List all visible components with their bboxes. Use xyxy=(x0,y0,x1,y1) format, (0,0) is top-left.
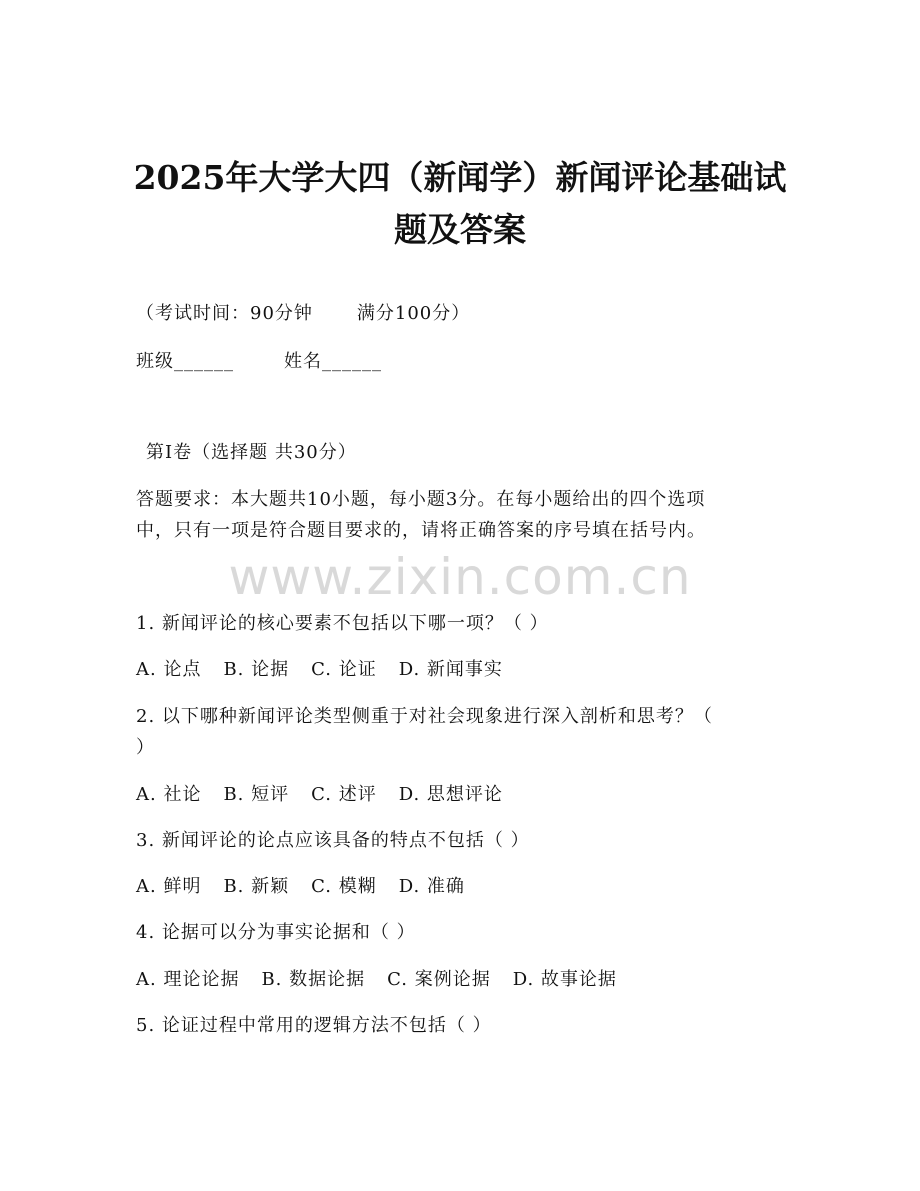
question-3-options xyxy=(136,875,465,899)
section-instructions-line-1: 答题要求：本大题共10小题，每小题3分。在每小题给出的四个选项 xyxy=(136,489,706,510)
watermark: www.zixin.com.cn xyxy=(228,548,692,606)
question-4-option-c: C. 案例论据 xyxy=(387,969,491,990)
name-field: 姓名______ xyxy=(284,351,382,372)
title-line-1: 2025年大学大四（新闻学）新闻评论基础试 xyxy=(133,158,787,197)
question-2-option-b: B. 短评 xyxy=(223,784,290,805)
exam-info xyxy=(136,302,470,326)
question-4-option-b: B. 数据论据 xyxy=(261,969,366,990)
question-3-option-a: A. 鲜明 xyxy=(136,876,202,897)
question-4-options xyxy=(136,968,617,992)
question-1-option-d: D. 新闻事实 xyxy=(398,659,503,680)
question-1-option-c: C. 论证 xyxy=(311,659,377,680)
question-2-option-a: A. 社论 xyxy=(136,784,202,805)
question-4-stem: 4. 论据可以分为事实论据和（ ） xyxy=(136,922,416,943)
document-title xyxy=(100,152,820,256)
exam-score: 满分100分） xyxy=(356,303,471,324)
question-5-stem: 5. 论证过程中常用的逻辑方法不包括（ ） xyxy=(136,1015,492,1036)
question-1-option-b: B. 论据 xyxy=(223,659,290,680)
question-2-option-c: C. 述评 xyxy=(311,784,377,805)
question-4-option-a: A. 理论论据 xyxy=(136,969,240,990)
question-4-option-d: D. 故事论据 xyxy=(512,969,617,990)
section-heading: 第Ⅰ卷（选择题 共30分） xyxy=(146,442,357,463)
title-line-2: 题及答案 xyxy=(394,210,526,249)
question-1-option-a: A. 论点 xyxy=(136,659,202,680)
question-3-stem: 3. 新闻评论的论点应该具备的特点不包括（ ） xyxy=(136,830,530,851)
question-1-options xyxy=(136,658,503,682)
section-instructions-line-2: 中，只有一项是符合题目要求的，请将正确答案的序号填在括号内。 xyxy=(136,520,706,541)
question-1-stem: 1. 新闻评论的核心要素不包括以下哪一项？（ ） xyxy=(136,613,549,634)
class-field: 班级______ xyxy=(136,351,234,372)
question-2-stem: 2. 以下哪种新闻评论类型侧重于对社会现象进行深入剖析和思考？（ xyxy=(136,706,713,727)
question-2-stem-cont: ） xyxy=(136,737,155,758)
student-fields xyxy=(136,350,382,374)
question-3-option-b: B. 新颖 xyxy=(223,876,290,897)
exam-time: （考试时间：90分钟 xyxy=(136,303,313,324)
question-3-option-c: C. 模糊 xyxy=(311,876,377,897)
question-2-options xyxy=(136,783,503,807)
question-3-option-d: D. 准确 xyxy=(398,876,465,897)
question-2-option-d: D. 思想评论 xyxy=(398,784,503,805)
